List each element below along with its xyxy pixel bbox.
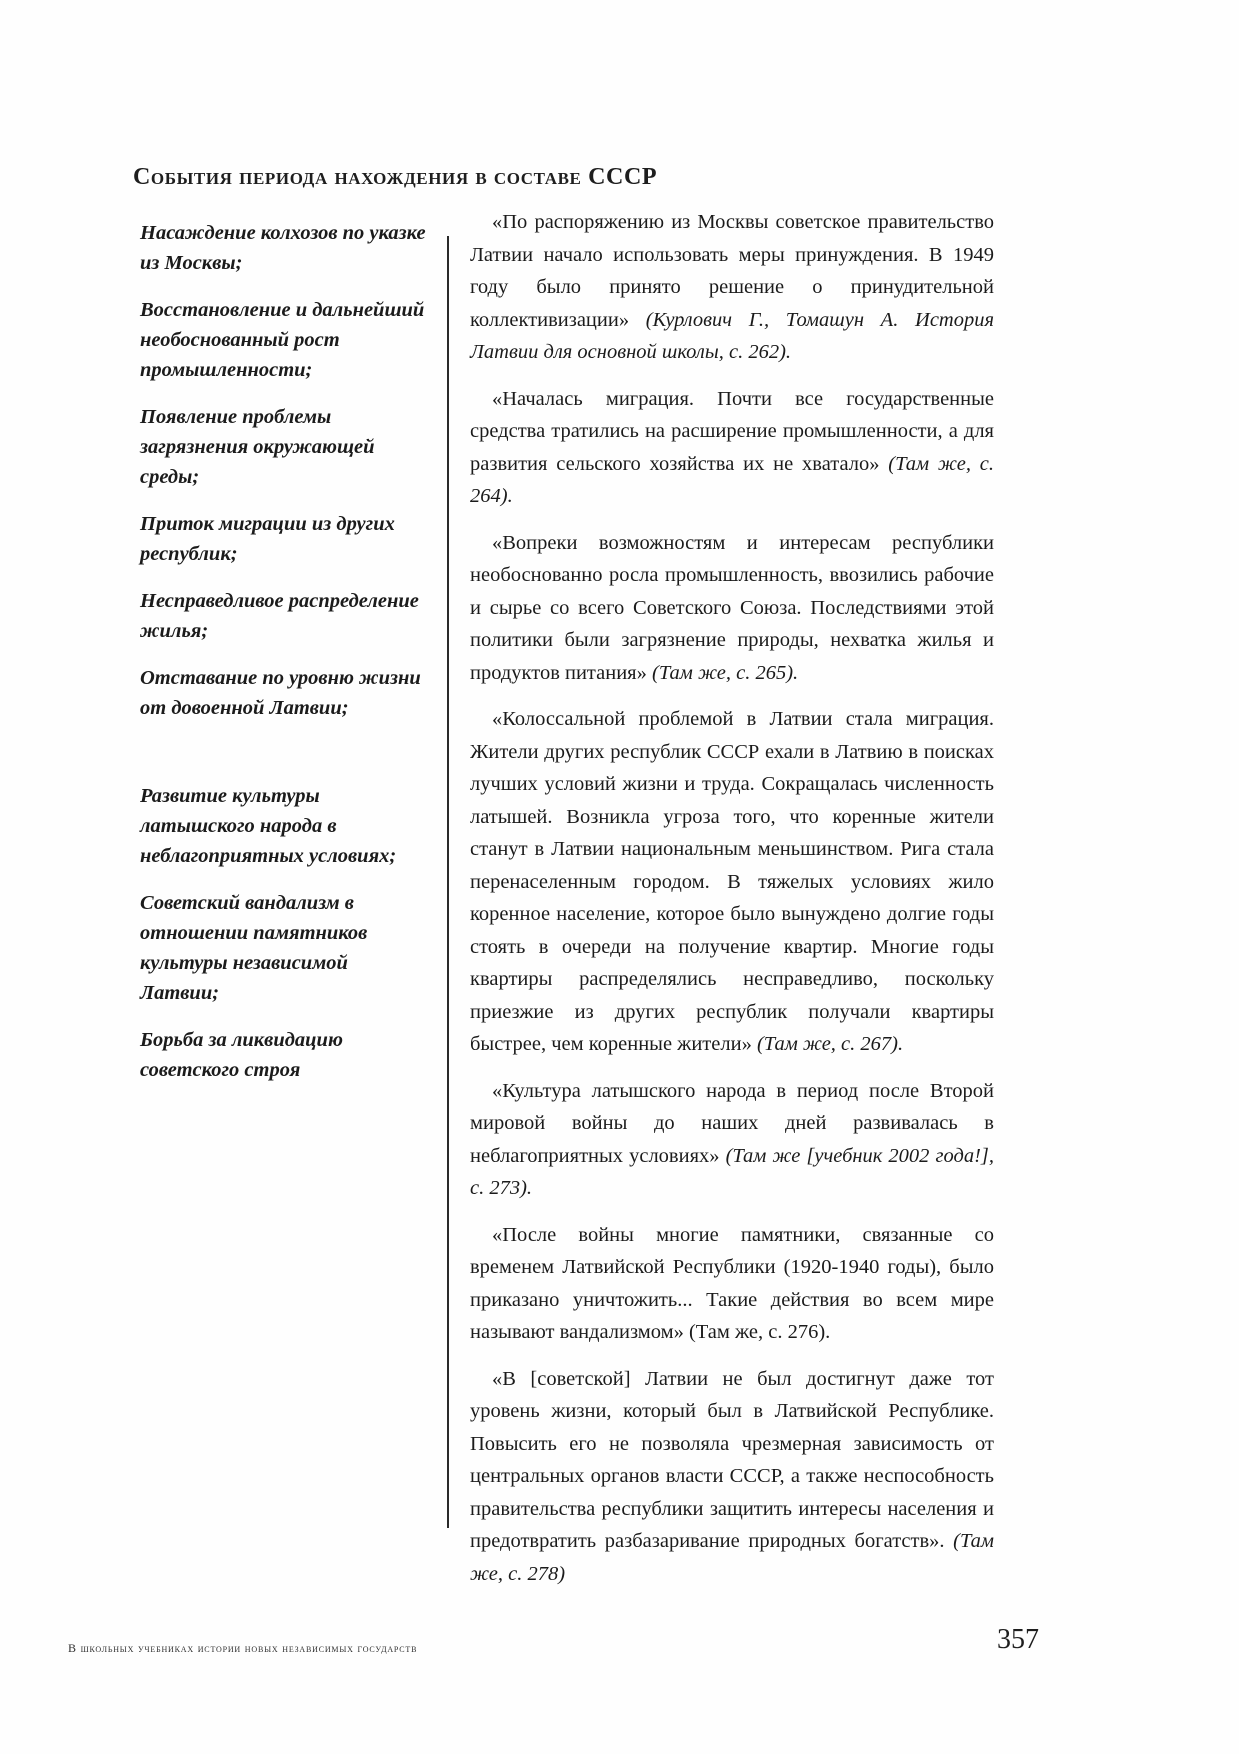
quote-paragraph xyxy=(470,1219,994,1349)
citation: (Там же, с. 276). xyxy=(688,1321,831,1343)
left-column-theses xyxy=(140,218,430,1102)
thesis-item: Насаждение колхозов по указке из Москвы; xyxy=(140,222,426,274)
quote-text: «Культура латышского народа в период после Второй мировой войны до наших дней развивалась в неблагоприятных условиях» xyxy=(470,1079,994,1167)
thesis-item: Борьба за ликвидацию советского строя xyxy=(140,1029,343,1081)
quote-paragraph xyxy=(470,206,994,369)
quote-text: «После войны многие памятники, связанные со временем Латвийской Республики (1920-1940 годы), было приказано уничтожить... Такие действия во всем мире называют вандализмом» xyxy=(470,1223,994,1343)
citation: (Там же, с. 278) xyxy=(470,1530,994,1585)
quote-paragraph xyxy=(470,527,994,690)
right-column-quotes xyxy=(470,206,994,1604)
quote-paragraph xyxy=(470,383,994,513)
quote-paragraph xyxy=(470,1075,994,1205)
citation: (Там же, с. 265). xyxy=(652,661,799,684)
citation: (Там же [учебник 2002 года!], с. 273). xyxy=(470,1144,995,1199)
thesis-item: Несправедливое распределение жилья; xyxy=(140,590,419,642)
page-number: 357 xyxy=(997,1624,1039,1655)
quote-text: «Началась миграция. Почти все государственные средства тратились на расширение промышленности, а для развития сельского хозяйства их не хватало» xyxy=(470,387,994,475)
column-divider-line xyxy=(447,236,449,1528)
quote-text: «Вопреки возможностям и интересам республики необоснованно росла промышленность, ввозились рабочие и сырье со всего Советского Союза. Последствиями этой политики были загрязнение природы, нехватка жилья и продуктов питания» xyxy=(470,531,994,684)
thesis-item: Развитие культуры латышского народа в неблагоприятных условиях; xyxy=(140,785,397,867)
quote-text: «В [советской] Латвии не был достигнут даже тот уровень жизни, который был в Латвийской Республике. Повысить его не позволяла чрезмерная зависимость от центральных органов власти СССР, а также неспособность правительства республики защитить интересы населения и предотвратить разбазаривание природных богатств». xyxy=(470,1367,994,1552)
quote-text: «По распоряжению из Москвы советское правительство Латвии начало использовать меры принуждения. В 1949 году было принято решение о принудительной коллективизации» xyxy=(470,211,994,331)
citation: (Курлович Г., Томашун А. История Латвии для основной школы, с. 262). xyxy=(470,308,995,363)
thesis-item: Отставание по уровню жизни от довоенной Латвии; xyxy=(140,667,421,719)
quote-paragraph xyxy=(470,703,994,1061)
running-footer: В школьных учебниках истории новых независимых государств xyxy=(68,1641,418,1655)
thesis-item: Приток миграции из других республик; xyxy=(140,513,395,565)
quote-paragraph xyxy=(470,1363,994,1591)
citation: (Там же, с. 267). xyxy=(756,1033,904,1055)
citation: (Там же, с. 264). xyxy=(470,452,994,507)
thesis-item: Советский вандализм в отношении памятников культуры независимой Латвии; xyxy=(140,892,368,1004)
thesis-item: Восстановление и дальнейший необоснованный рост промышленности; xyxy=(140,299,425,381)
page-title: События периода нахождения в составе СССР xyxy=(133,164,658,191)
quote-text: «Колоссальной проблемой в Латвии стала миграция. Жители других республик СССР ехали в Латвию в поисках лучших условий жизни и труда. Сокращалась численность латышей. Возникла угроза того, что коренные жители станут в Латвии национальным меньшинством. Рига стала перенаселенным городом. В тяжелых условиях жило коренное население, которое было вынуждено долгие годы стоять в очереди на получение квартир. Многие годы квартиры распределялись несправедливо, поскольку приезжие из других республик получали квартиры быстрее, чем коренные жители» xyxy=(470,708,994,1055)
thesis-item: Появление проблемы загрязнения окружающей среды; xyxy=(140,406,375,488)
